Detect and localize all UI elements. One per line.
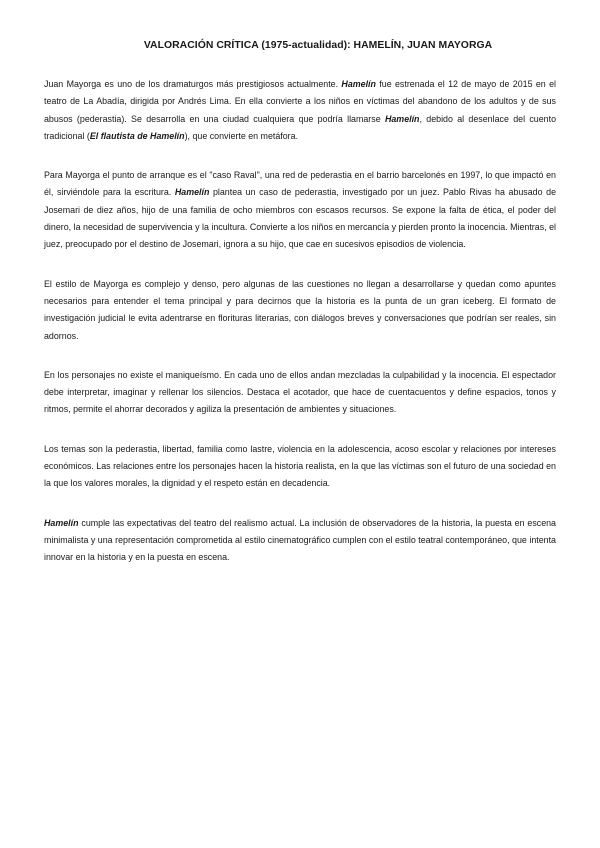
paragraph-text-run: Para Mayorga el punto de arranque es el "caso Raval", una red de pederastia en el barrio barcelonés en 1997, lo que impactó en él, sirviéndole para la escritura. bbox=[44, 170, 556, 198]
paragraph-text-run: cumple las expectativas del teatro del realismo actual. La inclusión de observadores de la historia, la puesta en escena minimalista y una representación comprometida al estilo cinematográfico cumplen con el estilo teatral contemporáneo, que intenta innovar en la historia y en la puesta en escena. bbox=[44, 517, 556, 563]
paragraph-themes bbox=[44, 441, 556, 493]
paragraph-text-run: plantea un caso de pederastia, investigado por un juez. Pablo Rivas ha abusado de Josemari de diez años, hijo de una familia de ocho miembros con escasos recursos. Se expone la falta de ética, el poder del dinero, la necesidad de supervivencia y la incultura. Convierte a los niños en mercancía y pierden pronto la inocencia. Mientras, el juez, preocupado por el destino de Josemari, ignora a su hijo, que cae en sucesivos episodios de violencia. bbox=[44, 187, 557, 250]
emphasized-title-text: El flautista de Hamelín bbox=[89, 130, 185, 141]
document-title: VALORACIÓN CRÍTICA (1975-actualidad): HAMELÍN, JUAN MAYORGA bbox=[143, 40, 493, 51]
document-body bbox=[44, 76, 556, 589]
paragraph-origin bbox=[44, 167, 556, 253]
paragraph-text-run: En los personajes no existe el maniqueísmo. En cada uno de ellos andan mezcladas la culpabilidad y la inocencia. El espectador debe interpretar, imaginar y rellenar los silencios. Destaca el acotador, que hace de cuentacuentos y define espacios, tonos y ritmos, permite el ahorrar decorados y agiliza la presentación de ambientes y situaciones. bbox=[44, 369, 556, 415]
paragraph-intro bbox=[44, 76, 556, 145]
emphasized-title-text: Hamelín bbox=[174, 187, 210, 198]
paragraph-conclusion bbox=[44, 515, 556, 567]
paragraph-text-run: El estilo de Mayorga es complejo y denso, pero algunas de las cuestiones no llegan a desarrollarse y quedan como apuntes necesarios para entender el tema principal y para decirnos que la historia es la punta de un gran iceberg. El formato de investigación judicial le evita adentrarse en florituras literarias, con diálogos breves y conversaciones que podrían ser reales, sin adornos. bbox=[44, 278, 556, 341]
emphasized-title-text: Hamelín bbox=[384, 113, 420, 124]
emphasized-title-text: Hamelín bbox=[341, 79, 376, 89]
paragraph-text-run: Los temas son la pederastia, libertad, familia como lastre, violencia en la adolescencia, acoso escolar y relaciones por intereses económicos. Las relaciones entre los personajes hacen la historia realista, en la que las víctimas son el futuro de una sociedad en la que los valores morales, la dignidad y el respeto están en decadencia. bbox=[44, 443, 556, 489]
paragraph-text-run: ), que convierte en metáfora. bbox=[184, 130, 299, 141]
paragraph-characters bbox=[44, 367, 556, 419]
paragraph-text-run: Juan Mayorga es uno de los dramaturgos más prestigiosos actualmente. bbox=[44, 79, 342, 89]
paragraph-style bbox=[44, 276, 556, 345]
emphasized-title-text: Hamelín bbox=[44, 517, 79, 528]
paragraph-text-run: fue estrenada el 12 de mayo de 2015 en el teatro de La Abadía, dirigida por Andrés Lima. En ella convierte a los niños en víctimas del abandono de los adultos y de sus abusos (pederastia). Se desarrolla en una ciudad cualquiera que podría llamarse bbox=[44, 79, 556, 124]
paragraph-text-run: , debido al desenlace del cuento tradicional ( bbox=[44, 113, 556, 141]
